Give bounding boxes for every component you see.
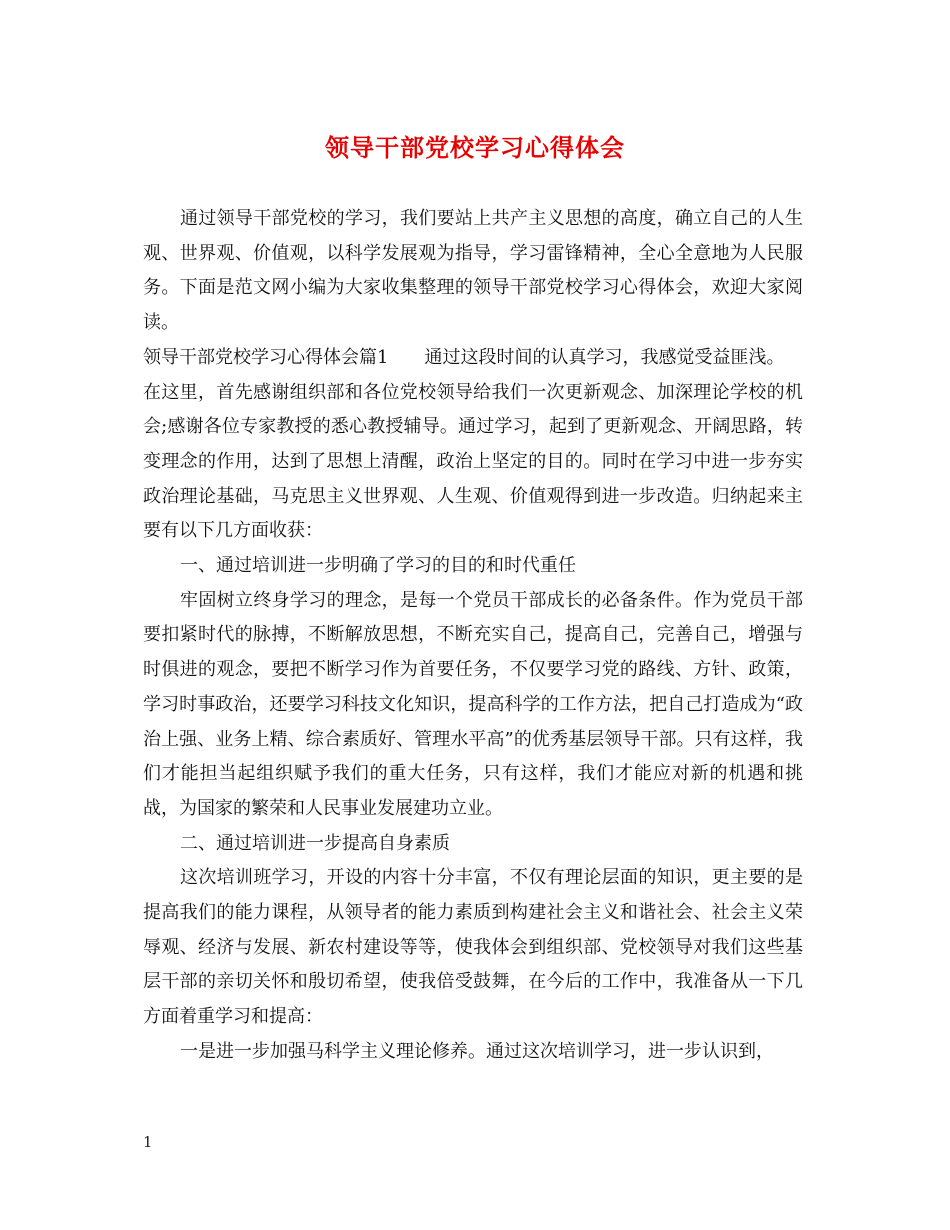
section-heading-2: 二、通过培训进一步提高自身素质 xyxy=(180,832,450,854)
intro-paragraph: 通过领导干部党校的学习，我们要站上共产主义思想的高度，确立自己的人生观、世界观、价值观，以科学发展观为指导，学习雷锋精神，全心全意地为人民服务。下面是范文网小编为大家收集整理的领导干部党校学习心得体会，欢迎大家阅读。 xyxy=(143,208,803,334)
document-body xyxy=(143,202,803,1070)
article-heading: 领导干部党校学习心得体会篇1 xyxy=(143,346,389,368)
article-lead: 通过这段时间的认真学习，我感觉受益匪浅。 xyxy=(424,346,785,368)
body-paragraph: 牢固树立终身学习的理念，是每一个党员干部成长的必备条件。作为党员干部要扣紧时代的脉搏，不断解放思想，不断充实自己，提高自己，完善自己，增强与时俱进的观念，要把不断学习作为首要任务，不仅要学习党的路线、方针、政策，学习时事政治，还要学习科技文化知识，提高科学的工作方法，把自己打造成为“政治上强、业务上精、综合素质好、管理水平高”的优秀基层领导干部。只有这样，我们才能担当起组织赋予我们的重大任务，只有这样，我们才能应对新的机遇和挑战，为国家的繁荣和人民事业发展建功立业。 xyxy=(143,589,803,819)
body-paragraph: 一是进一步加强马科学主义理论修养。通过这次培训学习，进一步认识到， xyxy=(180,1040,774,1062)
article-heading-line xyxy=(143,341,803,376)
body-paragraph: 在这里，首先感谢组织部和各位党校领导给我们一次更新观念、加深理论学校的机会;感谢各位专家教授的悉心教授辅导。通过学习，起到了更新观念、开阔思路，转变理念的作用，达到了思想上清醒，政治上坚定的目的。同时在学习中进一步夯实政治理论基础，马克思主义世界观、人生观、价值观得到进一步改造。归纳起来主要有以下几方面收获： xyxy=(143,381,803,542)
section-heading-1: 一、通过培训进一步明确了学习的目的和时代重任 xyxy=(180,555,576,577)
body-paragraph: 这次培训班学习，开设的内容十分丰富，不仅有理论层面的知识，更主要的是提高我们的能力课程，从领导者的能力素质到构建社会主义和谐社会、社会主义荣辱观、经济与发展、新农村建设等等，使我体会到组织部、党校领导对我们这些基层干部的亲切关怀和殷切希望，使我倍受鼓舞，在今后的工作中，我准备从一下几方面着重学习和提高： xyxy=(143,867,803,1028)
page-number: 1 xyxy=(143,1133,153,1151)
page-title: 领导干部党校学习心得体会 xyxy=(325,133,625,162)
